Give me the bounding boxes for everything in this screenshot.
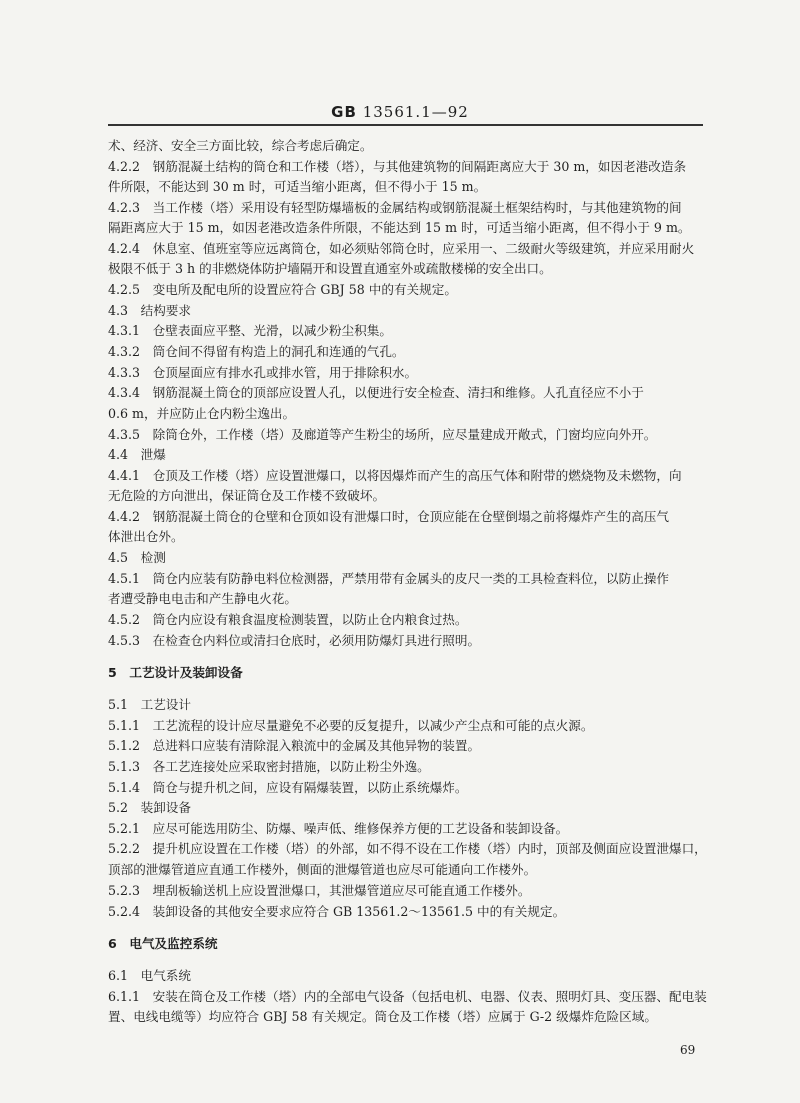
standard-number: 13561.1—92 xyxy=(362,103,469,121)
text-line: 体泄出仓外。 xyxy=(108,529,184,544)
text-line: 4.3.1 仓壁表面应平整、光滑，以减少粉尘积集。 xyxy=(108,323,392,338)
text-line: 4.4.2 钢筋混凝土筒仓的仓壁和仓顶如设有泄爆口时，仓顶应能在仓壁倒塌之前将爆炸产生的高压气 xyxy=(108,509,669,524)
text-line: 隔距离应大于 15 m，如因老港改造条件所限，不能达到 15 m 时，可适当缩小距离，但不得小于 9 m。 xyxy=(108,220,691,235)
text-line: 极限不低于 3 h 的非燃烧体防护墙隔开和设置直通室外或疏散楼梯的安全出口。 xyxy=(108,261,552,276)
text-line: 6.1.1 安装在筒仓及工作楼（塔）内的全部电气设备（包括电机、电器、仪表、照明灯具、变压器、配电装 xyxy=(108,989,707,1004)
text-line: 无危险的方向泄出，保证筒仓及工作楼不致破坏。 xyxy=(108,488,386,503)
text-line: 4.2.2 钢筋混凝土结构的筒仓和工作楼（塔），与其他建筑物的间隔距离应大于 30 m，如因老港改造条 xyxy=(108,159,687,174)
text-line: 5.1.4 筒仓与提升机之间，应设有隔爆装置，以防止系统爆炸。 xyxy=(108,780,468,795)
text-line: 4.5.2 筒仓内应设有粮食温度检测装置，以防止仓内粮食过热。 xyxy=(108,612,468,627)
text-line: 4.3.5 除筒仓外，工作楼（塔）及廊道等产生粉尘的场所，应尽量建成开敞式，门窗均应向外开。 xyxy=(108,427,657,442)
subsection-heading: 4.3 结构要求 xyxy=(108,303,191,318)
text-line: 4.5.1 筒仓内应装有防静电料位检测器，严禁用带有金属头的皮尺一类的工具检查料位，以防止操作 xyxy=(108,571,669,586)
text-line: 5.1.2 总进料口应装有清除混入粮流中的金属及其他异物的装置。 xyxy=(108,738,481,753)
text-line: 0.6 m，并应防止仓内粉尘逸出。 xyxy=(108,406,296,421)
subsection-heading: 6.1 电气系统 xyxy=(108,968,191,983)
section-heading: 5 工艺设计及装卸设备 xyxy=(108,665,243,680)
text-line: 4.2.4 休息室、值班室等应远离筒仓，如必须贴邻筒仓时，应采用一、二级耐火等级建筑，并应采用耐火 xyxy=(108,241,695,256)
page-header xyxy=(0,103,800,121)
text-line: 5.2.3 埋刮板输送机上应设置泄爆口，其泄爆管道应尽可能直通工作楼外。 xyxy=(108,883,531,898)
subsection-heading: 5.1 工艺设计 xyxy=(108,697,191,712)
text-line: 4.2.5 变电所及配电所的设置应符合 GBJ 58 中的有关规定。 xyxy=(108,282,457,297)
text-line: 置、电线电缆等）均应符合 GBJ 58 有关规定。筒仓及工作楼（塔）应属于 G-2 级爆炸危险区域。 xyxy=(108,1009,657,1024)
text-line: 4.4.1 仓顶及工作楼（塔）应设置泄爆口，以将因爆炸而产生的高压气体和附带的燃烧物及未燃物，向 xyxy=(108,468,682,483)
section-heading: 6 电气及监控系统 xyxy=(108,936,218,951)
text-line: 4.2.3 当工作楼（塔）采用设有轻型防爆墙板的金属结构或钢筋混凝土框架结构时，与其他建筑物的间 xyxy=(108,200,682,215)
header-rule xyxy=(108,124,703,126)
text-line: 顶部的泄爆管道应直通工作楼外，侧面的泄爆管道也应尽可能通向工作楼外。 xyxy=(108,862,537,877)
text-line: 5.1.1 工艺流程的设计应尽量避免不必要的反复提升，以减少产尘点和可能的点火源。 xyxy=(108,718,594,733)
text-line: 4.3.2 筒仓间不得留有构造上的洞孔和连通的气孔。 xyxy=(108,344,405,359)
text-line: 4.3.3 仓顶屋面应有排水孔或排水管，用于排除积水。 xyxy=(108,365,418,380)
text-line: 4.5.3 在检查仓内料位或清扫仓底时，必须用防爆灯具进行照明。 xyxy=(108,633,481,648)
standard-code: GB xyxy=(331,103,357,121)
text-line: 者遭受静电电击和产生静电火花。 xyxy=(108,591,297,606)
text-line: 5.2.4 装卸设备的其他安全要求应符合 GB 13561.2～13561.5 中的有关规定。 xyxy=(108,904,566,919)
page-number: 69 xyxy=(680,1043,696,1057)
text-line: 术、经济、安全三方面比较，综合考虑后确定。 xyxy=(108,138,373,153)
text-line: 件所限，不能达到 30 m 时，可适当缩小距离，但不得小于 15 m。 xyxy=(108,179,487,194)
subsection-heading: 5.2 装卸设备 xyxy=(108,800,191,815)
text-line: 5.2.2 提升机应设置在工作楼（塔）的外部，如不得不设在工作楼（塔）内时，顶部及侧面应设置泄爆口， xyxy=(108,841,707,856)
text-line: 5.1.3 各工艺连接处应采取密封措施，以防止粉尘外逸。 xyxy=(108,759,430,774)
subsection-heading: 4.4 泄爆 xyxy=(108,447,166,462)
text-line: 4.3.4 钢筋混凝土筒仓的顶部应设置人孔，以便进行安全检查、清扫和维修。人孔直径应不小于 xyxy=(108,385,644,400)
subsection-heading: 4.5 检测 xyxy=(108,550,166,565)
text-line: 5.2.1 应尽可能选用防尘、防爆、噪声低、维修保养方便的工艺设备和装卸设备。 xyxy=(108,821,569,836)
